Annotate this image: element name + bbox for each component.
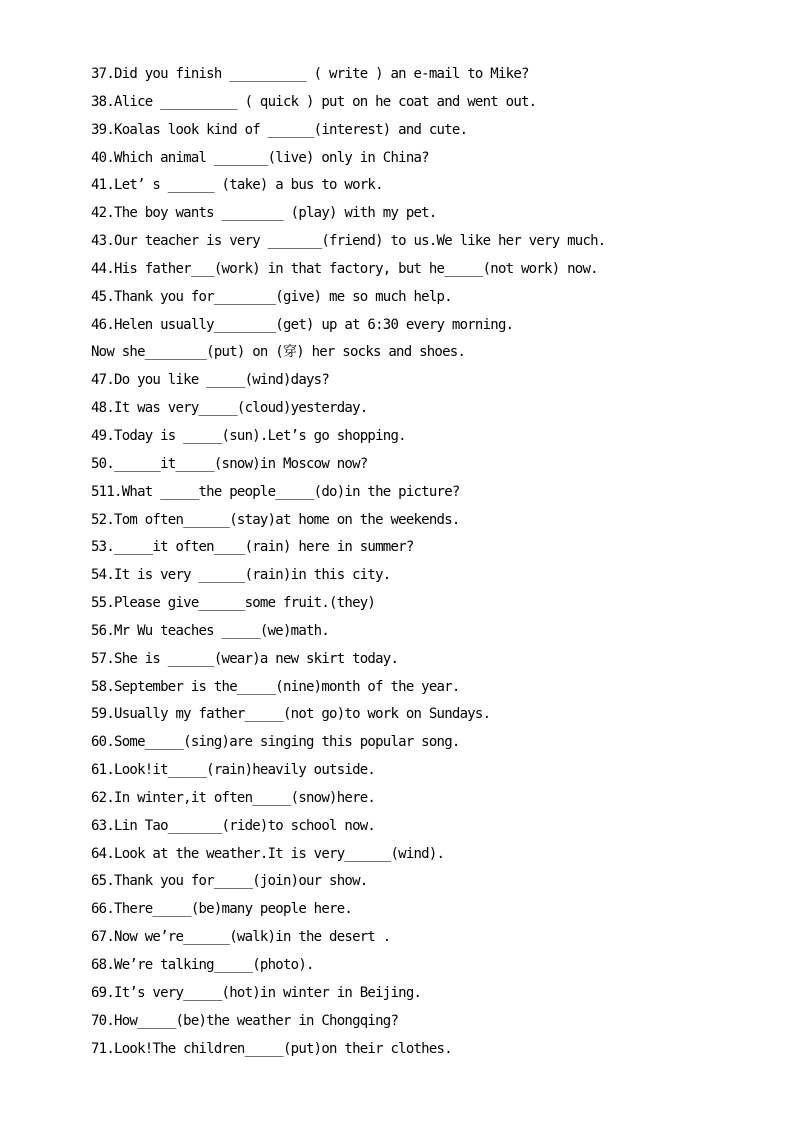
exercise-line: 53._____it often____(rain) here in summer? bbox=[91, 539, 414, 556]
exercise-line: 37.Did you finish __________ ( write ) an e-mail to Mike? bbox=[91, 66, 529, 82]
exercise-line: 62.In winter,it often_____(snow)here. bbox=[91, 789, 376, 806]
exercise-line: 57.She is ______(wear)a new skirt today. bbox=[91, 650, 399, 667]
exercise-line: 65.Thank you for_____(join)our show. bbox=[91, 873, 368, 890]
exercise-line: 59.Usually my father_____(not go)to work on Sundays. bbox=[91, 706, 491, 723]
exercise-line: 70.How_____(be)the weather in Chongqing? bbox=[91, 1012, 399, 1029]
exercise-line: 66.There_____(be)many people here. bbox=[91, 901, 353, 918]
exercise-line: 39.Koalas look kind of ______(interest) and cute. bbox=[91, 121, 468, 138]
exercise-line: 511.What _____the people_____(do)in the picture? bbox=[91, 483, 460, 500]
exercise-line: 47.Do you like _____(wind)days? bbox=[91, 372, 330, 389]
exercise-line: 61.Look!it_____(rain)heavily outside. bbox=[91, 762, 376, 779]
exercise-line: 46.Helen usually________(get) up at 6:30 every morning. bbox=[91, 316, 514, 333]
exercise-line: 52.Tom often______(stay)at home on the weekends. bbox=[91, 511, 460, 528]
exercise-line: 54.It is very ______(rain)in this city. bbox=[91, 567, 391, 584]
exercise-line: 71.Look!The children_____(put)on their clothes. bbox=[91, 1040, 452, 1057]
exercise-line: 42.The boy wants ________ (play) with my pet. bbox=[91, 205, 437, 222]
exercise-line: 64.Look at the weather.It is very______(wind). bbox=[91, 845, 445, 862]
exercise-line: 67.Now we’re______(walk)in the desert . bbox=[91, 929, 391, 946]
exercise-line: 58.September is the_____(nine)month of the year. bbox=[91, 678, 460, 695]
exercise-line: 38.Alice __________ ( quick ) put on he coat and went out. bbox=[91, 93, 537, 110]
exercise-line: 69.It’s very_____(hot)in winter in Beijing. bbox=[91, 984, 422, 1001]
exercise-line: 48.It was very_____(cloud)yesterday. bbox=[91, 400, 368, 417]
exercise-line: 40.Which animal _______(live) only in China? bbox=[91, 149, 429, 166]
exercise-line: 55.Please give______some fruit.(they) bbox=[91, 595, 376, 612]
exercise-line: 49.Today is _____(sun).Let’s go shopping. bbox=[91, 427, 406, 444]
exercise-line: 44.His father___(work) in that factory, but he_____(not work) now. bbox=[91, 260, 598, 277]
exercise-line: 41.Let’ s ______ (take) a bus to work. bbox=[91, 177, 383, 194]
exercise-line: 50.______it_____(snow)in Moscow now? bbox=[91, 455, 368, 472]
exercise-line: 43.Our teacher is very _______(friend) to us.We like her very much. bbox=[91, 233, 606, 250]
exercise-line: 45.Thank you for________(give) me so much help. bbox=[91, 288, 452, 305]
exercise-line: 56.Mr Wu teaches _____(we)math. bbox=[91, 622, 330, 639]
exercise-line: 68.We’re talking_____(photo). bbox=[91, 957, 314, 973]
exercise-line: Now she________(put) on (穿) her socks and shoes. bbox=[91, 344, 466, 361]
exercise-list bbox=[91, 64, 751, 1066]
exercise-line: 60.Some_____(sing)are singing this popular song. bbox=[91, 734, 460, 751]
exercise-line: 63.Lin Tao_______(ride)to school now. bbox=[91, 817, 376, 834]
